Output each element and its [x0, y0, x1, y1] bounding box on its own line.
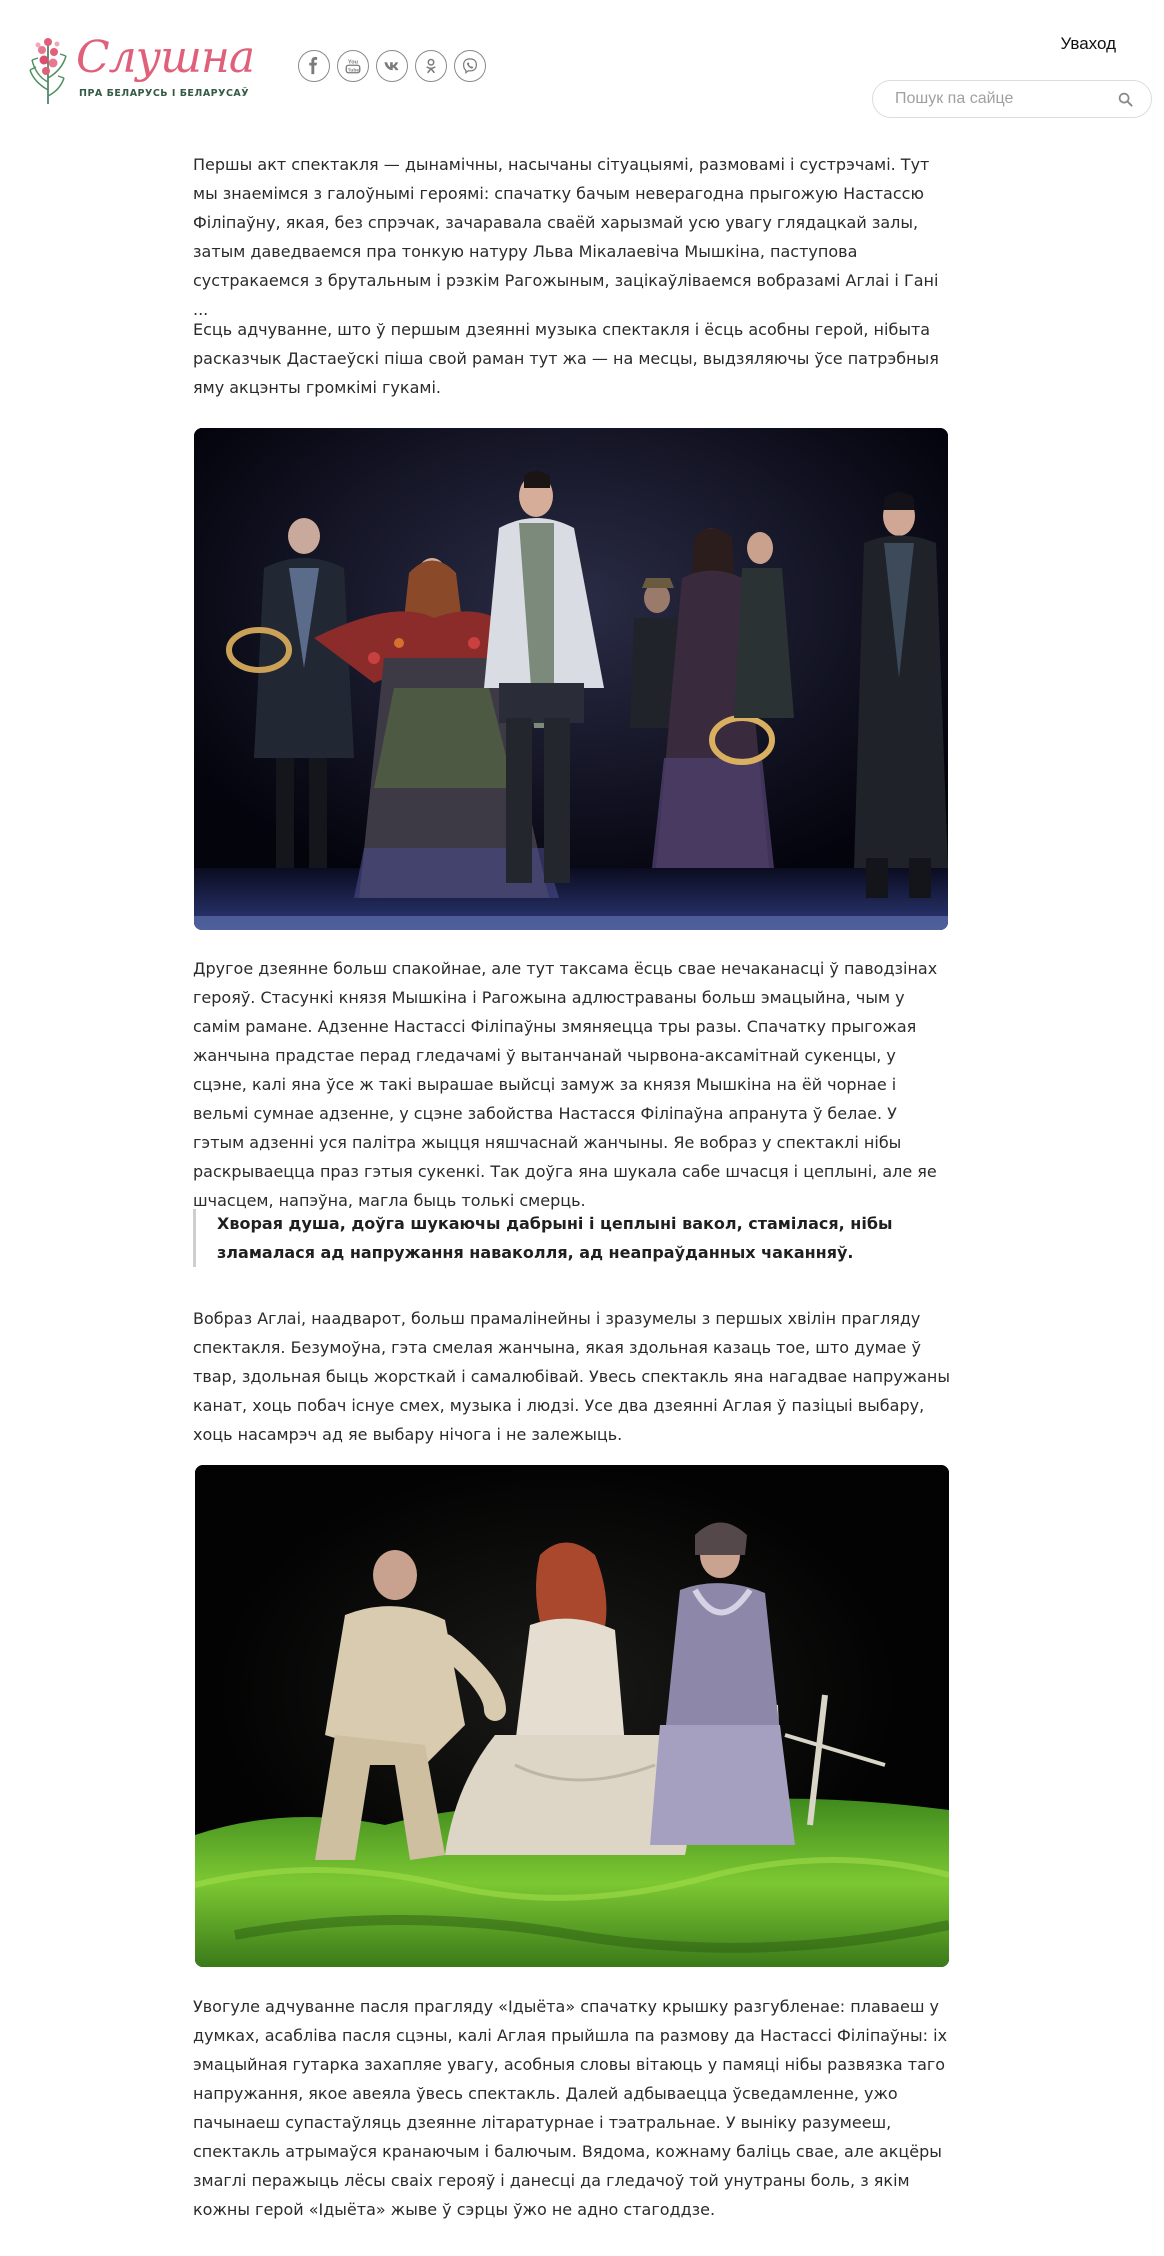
fireweed-flower-icon	[26, 30, 70, 105]
article-paragraph: Першы акт спектакля — дынамічны, насычаны сітуацыямі, размовамі і сустрэчамі. Тут мы знаемімся з галоўнымі героямі: спачатку бачым неверагодна прыгожую Настассю Філіпаўну, якая, без спрэчак, зачаравала сваёй харызмай усю увагу глядацкай залы, затым даведваемся пра тонкую натуру Льва Мікалаевіча Мышкіна, паступова сустракаемся з брутальным і рэзкім Рагожыным, зацікаўліваемся вобразамі Аглаі і Гані ...	[193, 155, 939, 319]
vk-icon[interactable]	[376, 50, 408, 82]
site-header	[0, 0, 1164, 130]
article-paragraph: Увогуле адчуванне пасля прагляду «Ідыёта» спачатку крышку разгубленае: плаваеш у думках, асабліва пасля сцэны, калі Аглая прыйшла па размову да Настассі Філіпаўны: іх эмацыйная гутарка захапляе увагу, асобныя словы вітаюць у памяці нібы развязка таго напружання, якое авеяла ўвесь спектакль. Далей адбываецца ўсведамленне, ужо пачынаеш супастаўляць дзеянне літаратурнае і тэатральнае. У выніку разумееш, спектакль атрымаўся кранаючым і балючым. Вядома, кожнаму балiць свае, але акцёры змаглі перажыць лёсы сваіх герояў і данесці да гледачоў той унутраны боль, з якім кожны герой «Ідыёта» жыве ў сэрцы ўжо не адно стагоддзе.	[193, 1997, 948, 2219]
search-input[interactable]	[893, 89, 1117, 109]
logo-wordmark: Слушна	[76, 32, 255, 83]
svg-text:Tube: Tube	[347, 68, 359, 74]
article-paragraph: Вобраз Аглаі, наадварот, больш прамалінейны і зразумелы з першых хвілін прагляду спектакля. Безумоўна, гэта смелая жанчына, якая здольная казаць тое, што думае ў твар, здольная быць жорсткай і самалюбівай. Увесь спектакль яна нагадвае напружаны канат, хоць побач існуе смех, музыка і людзі. Усе два дзеянні Аглая ў пазіцыі выбару, хоць насамрэч ад яе выбару нічога і не залежыць.	[193, 1309, 951, 1444]
article-paragraph: Есць адчуванне, што ў першым дзеянні музыка спектакля і ёсць асобны герой, нібыта расказчык Дастаеўскі піша свой раман тут жа — на месцы, выдзяляючы ўсе патрэбныя яму акцэнты громкімі гукамі.	[193, 320, 939, 397]
odnoklassniki-icon[interactable]	[415, 50, 447, 82]
login-link[interactable]: Уваход	[1060, 34, 1116, 53]
article-pull-quote: Хворая душа, доўга шукаючы дабрыні і цеплыні вакол, стамілася, нібы зламалася ад напружання наваколля, ад неапраўданных чаканняў.	[193, 1209, 937, 1267]
viber-icon[interactable]	[454, 50, 486, 82]
youtube-icon[interactable]	[337, 50, 369, 82]
svg-text:You: You	[347, 59, 359, 66]
search-box	[872, 80, 1152, 118]
article-paragraph: Другое дзеянне больш спакойнае, але тут таксама ёсць свае нечаканасці ў паводзінах герояў. Стасункі князя Мышкіна і Рагожына адлюстраваны больш эмацыйна, чым у самім рамане. Адзенне Настассі Філіпаўны змяняецца тры разы. Спачатку прыгожая жанчына прадстае перад гледачамі ў вытанчанай чырвона-аксамітнай сукенцы, у сцэне, калі яна ўсе ж такі вырашае выйсці замуж за князя Мышкіна на ёй чорнае і вельмі сумнае адзенне, у сцэне забойства Настасся Філіпаўна апранута ў белае. У гэтым адзенні уся палітра жыцця няшчаснай жанчыны. Яе вобраз у спектаклі нібы раскрываецца праз гэтыя сукенкі. Так доўга яна шукала сабе шчасця і цеплыні, але яе шчасцем, напэўна, магла быць толькі смерць.	[193, 959, 938, 1210]
facebook-icon[interactable]	[298, 50, 330, 82]
social-links	[298, 50, 486, 86]
site-logo[interactable]	[26, 30, 255, 105]
article-photo-first-act	[194, 428, 948, 930]
search-icon[interactable]	[1118, 92, 1133, 107]
article-photo-second-act	[195, 1465, 949, 1967]
logo-tagline: ПРА БЕЛАРУСЬ І БЕЛАРУСАЎ	[79, 88, 250, 99]
